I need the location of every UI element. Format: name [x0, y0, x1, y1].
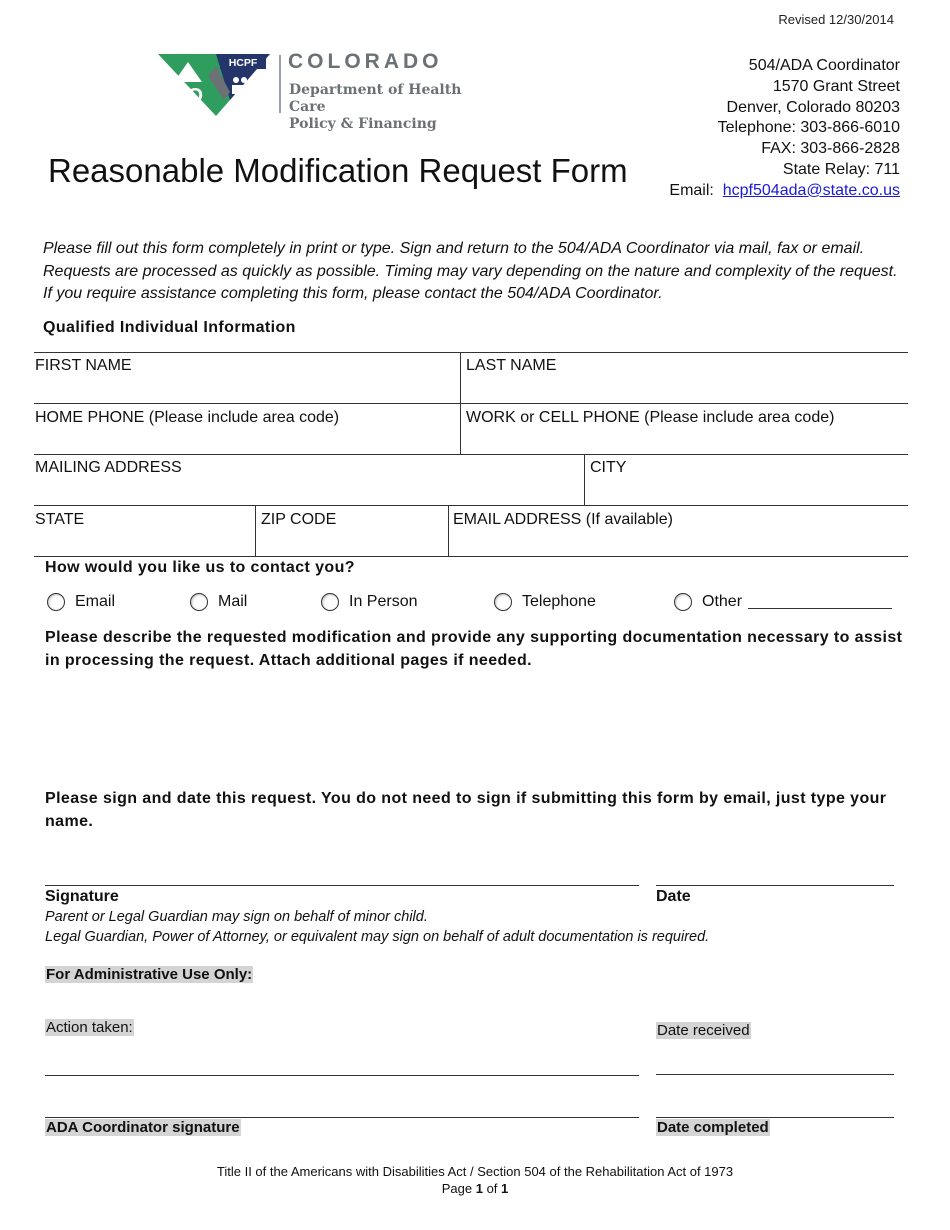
email-field[interactable]: EMAIL ADDRESS (If available)	[453, 511, 673, 528]
city-field[interactable]: CITY	[590, 459, 627, 476]
signature-line[interactable]	[45, 885, 639, 886]
coordinator-signature-text: ADA Coordinator signature	[46, 1119, 240, 1136]
dept-name	[289, 82, 498, 133]
signature-note-1: Parent or Legal Guardian may sign on behalf of minor child.	[45, 909, 428, 925]
coordinator-fax: FAX: 303-866-2828	[761, 140, 900, 158]
radio-circle-icon[interactable]	[674, 593, 692, 611]
page-total: 1	[501, 1181, 509, 1196]
sign-prompt: Please sign and date this request. You do not need to sign if submitting this form by email, just type your name.	[45, 790, 887, 830]
signature-note-2: Legal Guardian, Power of Attorney, or equivalent may sign on behalf of adult documentation is required.	[45, 929, 710, 945]
contact-option-telephone[interactable]	[494, 593, 596, 611]
state-field[interactable]: STATE	[35, 511, 85, 528]
revised-date: Revised 12/30/2014	[778, 12, 894, 27]
contact-option-mail[interactable]	[190, 593, 247, 611]
hcpf-logo	[158, 50, 498, 132]
home-phone-field[interactable]: HOME PHONE (Please include area code)	[35, 409, 340, 426]
contact-option-in-person[interactable]	[321, 593, 417, 611]
email-label: Email:	[669, 181, 714, 199]
coordinator-contact	[669, 56, 900, 202]
email-link[interactable]: hcpf504ada@state.co.us	[722, 181, 900, 199]
coordinator-signature-label	[45, 1119, 241, 1136]
grid-line	[34, 352, 908, 353]
other-input-line[interactable]	[748, 608, 892, 609]
option-label: Other	[702, 593, 743, 610]
section-qualified-individual: Qualified Individual Information	[43, 319, 296, 336]
admin-heading-text: For Administrative Use Only:	[46, 966, 253, 983]
radio-circle-icon[interactable]	[47, 593, 65, 611]
page-num: 1	[475, 1181, 483, 1196]
instructions: Please fill out this form completely in print or type. Sign and return to the 504/ADA Coordinator via mail, fax or email. Requests are processed as quickly as possible. Timing may vary depending on the nature and complexity of the request. If you require assistance completing this form, please contact the 504/ADA Coordinator.	[43, 240, 898, 302]
footer	[0, 1163, 950, 1197]
signature-notes	[45, 907, 709, 947]
grid-line	[34, 505, 908, 506]
zip-field[interactable]: ZIP CODE	[261, 511, 337, 528]
date-completed-text: Date completed	[657, 1119, 769, 1136]
grid-line	[448, 505, 449, 556]
date-completed-label	[656, 1119, 770, 1136]
date-received-label	[656, 1022, 751, 1039]
grid-line	[460, 352, 461, 454]
date-label: Date	[656, 888, 691, 905]
page-number	[0, 1180, 950, 1197]
admin-heading	[45, 966, 253, 983]
coordinator-title: 504/ADA Coordinator	[748, 57, 900, 74]
dept-line-1: Department of Health Care	[289, 82, 462, 115]
footer-legal: Title II of the Americans with Disabilities Act / Section 504 of the Rehabilitation Act of 1973	[216, 1164, 734, 1179]
coordinator-street: 1570 Grant Street	[772, 77, 900, 95]
radio-circle-icon[interactable]	[190, 593, 208, 611]
option-label: In Person	[349, 593, 418, 610]
action-taken-line[interactable]	[45, 1075, 639, 1076]
radio-circle-icon[interactable]	[494, 593, 512, 611]
dept-line-2: Policy & Financing	[289, 116, 437, 132]
badge-letters: CO	[173, 85, 203, 107]
coordinator-signature-line[interactable]	[45, 1117, 639, 1118]
logo-divider	[279, 55, 281, 113]
coordinator-telephone: Telephone: 303-866-6010	[717, 119, 900, 137]
coordinator-relay: State Relay: 711	[782, 160, 900, 178]
of-word: of	[486, 1181, 498, 1196]
work-phone-field[interactable]: WORK or CELL PHONE (Please include area code)	[466, 409, 835, 426]
date-received-text: Date received	[657, 1022, 750, 1039]
grid-line	[255, 505, 256, 556]
grid-line	[34, 454, 908, 455]
date-received-line[interactable]	[656, 1074, 894, 1075]
describe-prompt: Please describe the requested modification and provide any supporting documentation necessary to assist in processing the request. Attach additional pages if needed.	[45, 629, 903, 669]
signature-label: Signature	[45, 888, 119, 905]
radio-circle-icon[interactable]	[321, 593, 339, 611]
coordinator-city: Denver, Colorado 80203	[726, 98, 900, 116]
option-label: Telephone	[522, 593, 596, 610]
org-name: COLORADO	[288, 50, 443, 73]
badge-text: HCPF	[228, 57, 258, 69]
action-taken-text: Action taken:	[46, 1019, 133, 1036]
grid-line	[34, 403, 908, 404]
grid-line	[584, 454, 585, 505]
option-label: Mail	[218, 593, 248, 610]
page-title: Reasonable Modification Request Form	[48, 152, 628, 189]
coordinator-email-row	[669, 181, 900, 202]
contact-option-email[interactable]	[47, 593, 115, 611]
date-line[interactable]	[656, 885, 894, 886]
first-name-field[interactable]: FIRST NAME	[35, 357, 132, 374]
option-label: Email	[75, 593, 116, 610]
action-taken-label	[45, 1019, 134, 1036]
date-completed-line[interactable]	[656, 1117, 894, 1118]
mailing-address-field[interactable]: MAILING ADDRESS	[35, 459, 182, 476]
colorado-triangle-icon	[158, 52, 270, 116]
contact-option-other[interactable]	[674, 593, 892, 611]
page-word: Page	[441, 1181, 473, 1196]
grid-line	[34, 556, 908, 557]
contact-question: How would you like us to contact you?	[45, 559, 355, 576]
last-name-field[interactable]: LAST NAME	[466, 357, 557, 374]
